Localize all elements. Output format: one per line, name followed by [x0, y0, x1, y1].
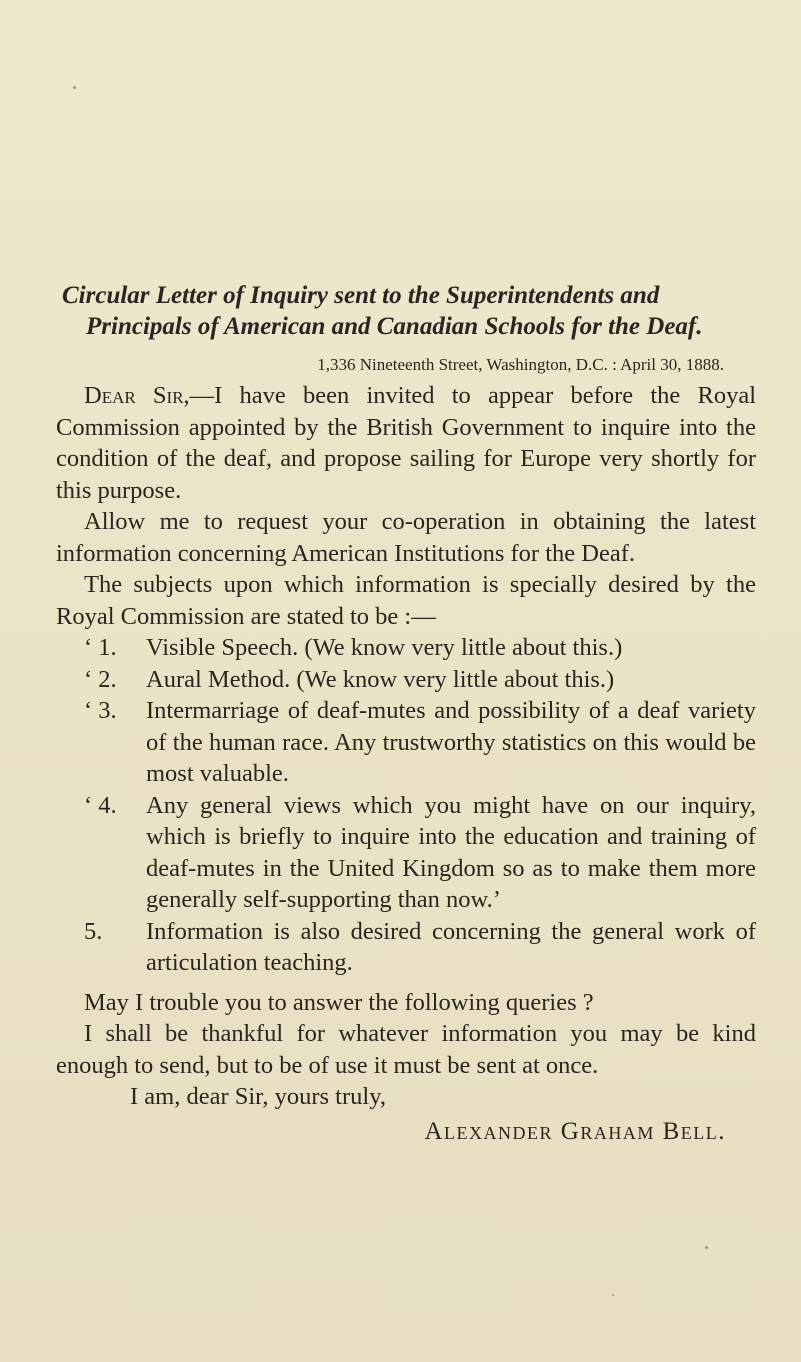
list-item-number: ‘ 2. [84, 665, 117, 693]
list-item-text: Information is also desired concerning the general work of articulation teaching. [146, 917, 756, 976]
paragraph-5: I shall be thankful for whatever information you may be kind enough to send, but to be of use it must be sent at once. [56, 1020, 756, 1079]
paragraph-1-text: —I have been invited to appear before the Royal Commission appointed by the British Government to inquire into the condition of the deaf, and propose sailing for Europe very shortly for this purpose. [56, 382, 756, 504]
list-item [56, 664, 756, 696]
letter-title [56, 280, 756, 342]
title-line-1: Circular Letter of Inquiry sent to the Superintendents and [62, 282, 660, 309]
title-line-2: Principals of American and Canadian Schools for the Deaf. [86, 313, 703, 340]
letter-body [56, 280, 756, 1149]
list-item [56, 695, 756, 790]
signoff: I am, dear Sir, yours truly, [130, 1083, 386, 1110]
dateline: 1,336 Nineteenth Street, Washington, D.C. : April 30, 1888. [317, 355, 724, 374]
paper-speck [612, 1294, 614, 1296]
paragraph-2: Allow me to request your co-operation in obtaining the latest information concerning American Institutions for the Deaf. [56, 508, 756, 567]
signature: Alexander Graham Bell. [424, 1117, 726, 1145]
list-item-text: Visible Speech. (We know very little about this.) [146, 634, 623, 661]
paragraph-1 [56, 380, 756, 506]
paper-speck [73, 86, 76, 89]
list-item-number: ‘ 1. [84, 634, 117, 661]
list-item-text: Aural Method. (We know very little about this.) [146, 665, 615, 693]
paper-speck [705, 1246, 708, 1249]
paragraph-3: The subjects upon which information is specially desired by the Royal Commission are stated to be :— [56, 571, 756, 630]
list-item [56, 632, 756, 664]
list-item-number: ‘ 4. [84, 791, 117, 819]
subjects-list [56, 632, 756, 979]
list-item [56, 790, 756, 916]
paragraph-4: May I trouble you to answer the following queries ? [84, 988, 594, 1016]
list-item-text: Any general views which you might have on our inquiry, which is briefly to inquire into the education and training of deaf-mutes in the United Kingdom so as to make them more generally self-supporting than now.’ [146, 791, 756, 913]
list-item-number: 5. [84, 917, 103, 945]
list-item [56, 916, 756, 979]
list-item-text: Intermarriage of deaf-mutes and possibility of a deaf variety of the human race. Any trustworthy statistics on this would be most valuable. [146, 697, 756, 787]
list-item-number: ‘ 3. [84, 697, 117, 724]
salutation: Dear Sir, [84, 382, 190, 409]
